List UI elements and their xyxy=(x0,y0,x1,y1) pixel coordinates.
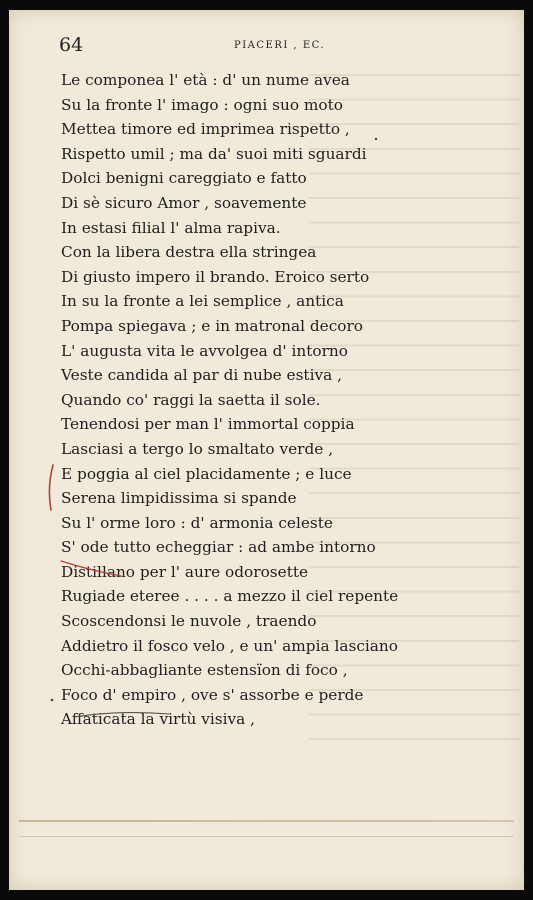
underline-mark xyxy=(74,713,169,717)
poem-line: Con la libera destra ella stringea xyxy=(61,243,317,262)
poem-line: Su la fronte l' imago : ogni suo moto xyxy=(61,95,343,114)
page-fold-line xyxy=(19,836,514,837)
poem-line: E poggia al ciel placidamente ; e luce xyxy=(61,464,352,483)
poem-line: Pompa spiegava ; e in matronal decoro xyxy=(61,316,363,335)
poem-line: Scoscendonsi le nuvole , traendo xyxy=(61,612,317,631)
poem-line: Dolci benigni careggiato e fatto xyxy=(61,169,307,188)
poem-line: L' augusta vita le avvolgea d' intorno xyxy=(61,341,348,360)
running-head: PIACERI , EC. xyxy=(234,40,326,51)
poem-line: Su l' orme loro : d' armonia celeste xyxy=(61,513,333,532)
poem-line: Rugiade eteree . . . . a mezzo il ciel repente xyxy=(61,587,399,606)
poem-line: Di sè sicuro Amor , soavemente xyxy=(61,193,307,212)
poem-line: Addietro il fosco velo , e un' ampia lasciano xyxy=(61,636,398,655)
poem-line: Veste candida al par di nube estiva , xyxy=(61,366,342,385)
poem-line: In estasi filial l' alma rapiva. xyxy=(61,218,281,237)
page-number: 64 xyxy=(59,34,84,56)
poem-line: Rispetto umil ; ma da' suoi miti sguardi xyxy=(61,144,367,163)
poem-line: Lasciasi a tergo lo smaltato verde , xyxy=(61,439,334,458)
page-fold-line xyxy=(19,820,514,822)
poem-line: S' ode tutto echeggiar : ad ambe intorno xyxy=(61,538,376,557)
poem-line: Le componea l' età : d' un nume avea xyxy=(61,71,350,89)
margin-dot-mark xyxy=(375,138,377,140)
margin-dot-mark xyxy=(51,699,54,702)
poem-line: In su la fronte a lei semplice , antica xyxy=(61,292,344,311)
poem-line: Distillano per l' aure odorosette xyxy=(61,562,309,581)
book-page xyxy=(9,10,524,890)
poem-line: Affaticata la virtù visiva , xyxy=(61,710,255,729)
poem-line: Tenendosi per man l' immortal coppia xyxy=(61,415,355,434)
poem-line: Di giusto impero il brando. Eroico serto xyxy=(61,267,370,286)
margin-bracket-mark xyxy=(49,465,53,510)
pencil-marks xyxy=(9,10,524,890)
poem-line: Occhi-abbagliante estensïon di foco , xyxy=(61,661,348,680)
poem-line: Quando co' raggi la saetta il sole. xyxy=(61,390,321,409)
underline-mark xyxy=(61,561,121,576)
poem-line: Serena limpidissima si spande xyxy=(61,489,297,508)
poem-line: Foco d' empiro , ove s' assorbe e perde xyxy=(61,685,364,704)
poem-line: Mettea timore ed imprimea rispetto , xyxy=(61,120,350,139)
